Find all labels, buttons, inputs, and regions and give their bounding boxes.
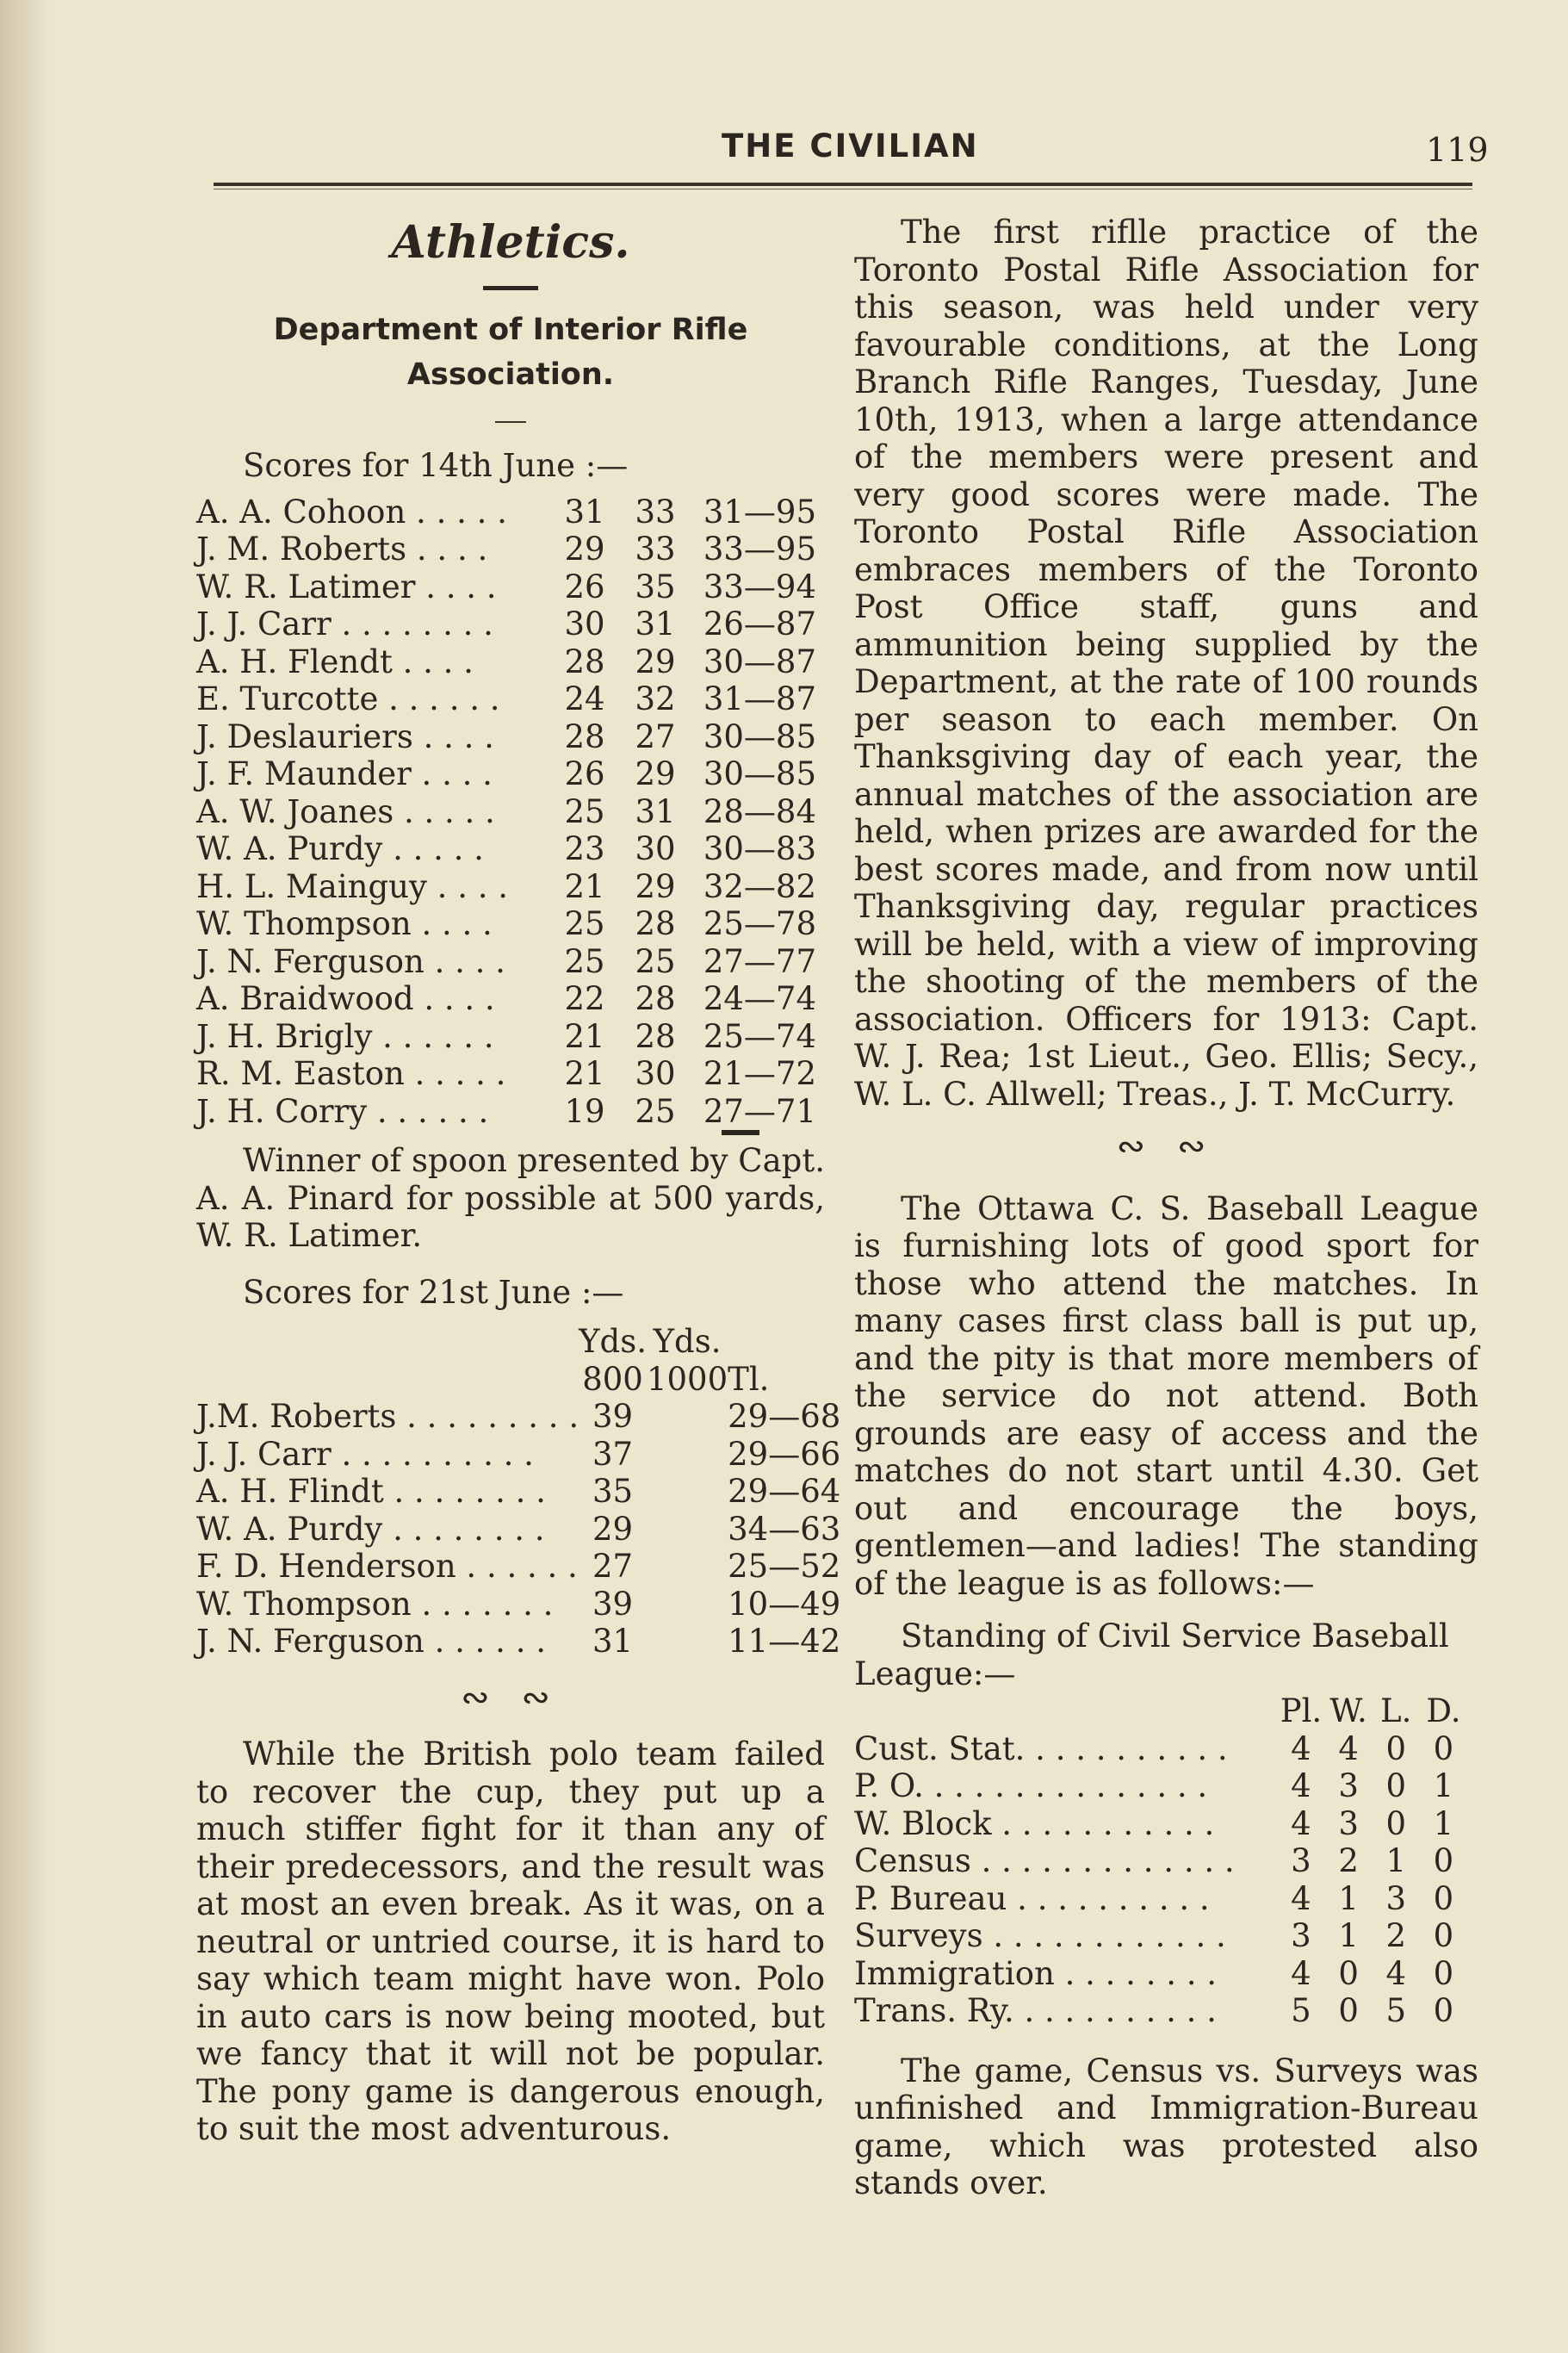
score-1: 29 xyxy=(564,531,605,568)
section-ornament: ∾ ∾ xyxy=(1116,1127,1217,1166)
score-2: 30 xyxy=(635,830,676,867)
shooter-name: A. Braidwood . . . . xyxy=(196,980,495,1017)
standing-intro: Standing of Civil Service Baseball League:— xyxy=(854,1617,1449,1692)
league-standing-table xyxy=(854,1692,1467,2030)
team-name: Trans. Ry. . . . . . . . . . . xyxy=(854,1992,1217,2029)
empty-cell xyxy=(647,1398,728,1436)
lost: 0 xyxy=(1385,1804,1406,1842)
table-row xyxy=(196,905,816,943)
score-1000-total: 11—42 xyxy=(728,1623,841,1660)
table-row xyxy=(196,943,816,981)
drawn: 0 xyxy=(1433,1992,1454,2029)
table-row xyxy=(196,1623,840,1661)
shooter-name: W. Thompson . . . . . . . xyxy=(196,1585,554,1623)
page-number: 119 xyxy=(1426,131,1489,169)
score-total: 26—87 xyxy=(703,605,816,643)
col-total: Tl. xyxy=(728,1360,770,1398)
lost: 1 xyxy=(1385,1842,1406,1879)
score-1: 21 xyxy=(564,1055,605,1092)
table-row xyxy=(196,1511,840,1549)
score-1: 22 xyxy=(564,980,605,1017)
lost: 0 xyxy=(1385,1729,1406,1767)
score-total: 30—85 xyxy=(703,717,816,755)
empty-cell xyxy=(647,1473,728,1511)
won: 3 xyxy=(1338,1767,1359,1804)
score-total: 30—83 xyxy=(703,830,816,867)
played: 4 xyxy=(1291,1954,1311,1992)
score-total: 25—74 xyxy=(703,1017,816,1055)
score-1: 26 xyxy=(564,568,605,605)
played: 5 xyxy=(1291,1992,1311,2029)
shooter-name: J. F. Maunder . . . . xyxy=(196,755,493,792)
team-name: Cust. Stat. . . . . . . . . . . xyxy=(854,1729,1228,1767)
shooter-name: A. A. Cohoon . . . . . xyxy=(196,493,507,531)
table-row xyxy=(854,1805,1467,1843)
shooter-name: W. A. Purdy . . . . . xyxy=(196,830,484,867)
col-drawn: D. xyxy=(1426,1692,1461,1729)
played: 4 xyxy=(1291,1729,1311,1767)
played: 4 xyxy=(1291,1879,1311,1917)
col-800: 800 xyxy=(582,1360,643,1398)
table-row xyxy=(196,605,816,643)
score-1000-total: 29—64 xyxy=(728,1473,841,1510)
shooter-name: R. M. Easton . . . . . xyxy=(196,1055,506,1092)
lost: 5 xyxy=(1385,1992,1406,2029)
played: 3 xyxy=(1291,1917,1311,1954)
score-total: 33—95 xyxy=(703,531,816,568)
score-1: 31 xyxy=(564,493,605,531)
header-rule xyxy=(214,183,1472,186)
score-1000-total: 25—52 xyxy=(728,1548,841,1585)
score-total: 25—78 xyxy=(703,905,816,942)
col-played: Pl. xyxy=(1280,1692,1323,1729)
score-2: 31 xyxy=(635,792,676,830)
section-title: Athletics. xyxy=(391,216,630,269)
shooter-name: A. H. Flendt . . . . xyxy=(196,643,474,680)
table-row xyxy=(854,1880,1467,1918)
shooter-name: W. Thompson . . . . xyxy=(196,905,493,942)
table-row xyxy=(196,1093,816,1131)
score-1: 30 xyxy=(564,605,605,643)
score-1: 25 xyxy=(564,905,605,942)
shooter-name: J. J. Carr . . . . . . . . xyxy=(196,605,493,643)
baseball-paragraph: The Ottawa C. S. Baseball League is furnishing lots of good sport for those who attend the matches. In many cases first class ball is put up, and the pity is that more members of the service do not attend. Both grounds are easy of access and the matches do not start until 4.30. Get out and encourage the boys, gentlemen—and ladies! The standing of the league is as follows:— xyxy=(854,1189,1478,1602)
score-2: 25 xyxy=(635,1092,676,1130)
table-row xyxy=(196,830,816,868)
score-2: 29 xyxy=(635,755,676,792)
score-total: 31—87 xyxy=(703,680,816,717)
table-row xyxy=(854,1955,1467,1993)
score-total: 30—87 xyxy=(703,643,816,680)
title-rule xyxy=(483,286,538,290)
score-1000-total: 29—68 xyxy=(728,1398,841,1435)
shooter-name: F. D. Henderson . . . . . . xyxy=(196,1548,578,1585)
team-name: Surveys . . . . . . . . . . . . xyxy=(854,1917,1226,1954)
won: 0 xyxy=(1338,1954,1359,1992)
shooter-name: J. H. Corry . . . . . . xyxy=(196,1092,489,1130)
table-row xyxy=(854,1767,1467,1805)
score-total: 28—84 xyxy=(703,792,816,830)
lost: 0 xyxy=(1385,1767,1406,1804)
article-subhead: Department of Interior Rifle Association. xyxy=(273,313,748,392)
score-1000-total: 29—66 xyxy=(728,1435,841,1473)
scores-table-14th-june xyxy=(196,494,816,1131)
empty-cell xyxy=(647,1548,728,1586)
shooter-name: E. Turcotte . . . . . . xyxy=(196,680,500,717)
drawn: 0 xyxy=(1433,1729,1454,1767)
won: 4 xyxy=(1338,1729,1359,1767)
table-row xyxy=(196,1398,840,1436)
team-name: Immigration . . . . . . . . xyxy=(854,1954,1218,1992)
score-2: 28 xyxy=(635,980,676,1017)
played: 4 xyxy=(1291,1804,1311,1842)
scores2-intro: Scores for 21st June :— xyxy=(243,1273,624,1311)
shooter-name: J. M. Roberts . . . . xyxy=(196,531,488,568)
team-name: P. O. . . . . . . . . . . . . . . xyxy=(854,1767,1208,1804)
score-2: 32 xyxy=(635,680,676,717)
table-row xyxy=(854,1842,1467,1880)
table-row xyxy=(196,1436,840,1474)
scores2-header-row-2 xyxy=(196,1361,840,1399)
score-1: 24 xyxy=(564,680,605,717)
left-column xyxy=(196,207,841,2148)
score-1: 28 xyxy=(564,717,605,755)
winner-paragraph: Winner of spoon presented by Capt. A. A. Pinard for possible at 500 yards, W. R. Latimer. xyxy=(196,1142,825,1254)
table-row xyxy=(196,568,816,606)
drawn: 0 xyxy=(1433,1842,1454,1879)
shooter-name: J. J. Carr . . . . . . . . . . xyxy=(196,1435,534,1473)
score-800: 29 xyxy=(592,1510,634,1548)
empty-cell xyxy=(647,1511,728,1549)
score-total: 30—85 xyxy=(703,755,816,792)
shooter-name: J.M. Roberts . . . . . . . . . xyxy=(196,1398,579,1435)
score-1: 21 xyxy=(564,1017,605,1055)
col-1000: 1000 xyxy=(646,1360,728,1398)
scores-table-21st-june xyxy=(196,1323,840,1661)
total-underline xyxy=(722,1130,759,1135)
drawn: 0 xyxy=(1433,1954,1454,1992)
score-2: 28 xyxy=(635,905,676,942)
table-row xyxy=(196,980,816,1018)
rifle-practice-paragraph: The first riflle practice of the Toronto Postal Rifle Association for this season, was held under very favourable conditions, at the Long Branch Rifle Ranges, Tuesday, June 10th, 1913, when a large attendance of the members were present and very good scores were made. The Toronto Postal Rifle Association embraces members of the Toronto Post Office staff, guns and ammunition being supplied by the Department, at the rate of 100 rounds per season to each member. On Thanksgiving day of each year, the annual matches of the association are held, when prizes are awarded for the best scores made, and from now until Thanksgiving day, regular practices will be held, with a view of improving the shooting of the members of the association. Officers for 1913: Capt. W. J. Rea; 1st Lieut., Geo. Ellis; Secy., W. L. C. Allwell; Treas., J. T. McCurry. xyxy=(854,214,1478,1113)
score-1: 19 xyxy=(564,1092,605,1130)
empty-cell xyxy=(647,1436,728,1474)
lost: 2 xyxy=(1385,1917,1406,1954)
team-name: P. Bureau . . . . . . . . . . xyxy=(854,1879,1210,1917)
table-row xyxy=(196,718,816,756)
drawn: 0 xyxy=(1433,1879,1454,1917)
table-row xyxy=(196,1473,840,1511)
score-2: 29 xyxy=(635,867,676,905)
won: 1 xyxy=(1338,1917,1359,1954)
team-name: Census . . . . . . . . . . . . . xyxy=(854,1842,1235,1879)
shooter-name: J. H. Brigly . . . . . . xyxy=(196,1017,494,1055)
table-row xyxy=(854,1917,1467,1955)
score-800: 27 xyxy=(592,1548,634,1585)
score-2: 29 xyxy=(635,643,676,680)
score-2: 35 xyxy=(635,568,676,605)
score-1: 28 xyxy=(564,643,605,680)
table-row xyxy=(196,1055,816,1093)
table-row xyxy=(854,1730,1467,1768)
score-2: 33 xyxy=(635,493,676,531)
running-header-title: THE CIVILIAN xyxy=(722,127,979,165)
table-row xyxy=(196,680,816,718)
shooter-name: W. A. Purdy . . . . . . . . xyxy=(196,1510,545,1548)
standing-header-row xyxy=(854,1692,1467,1730)
score-total: 32—82 xyxy=(703,867,816,905)
shooter-name: A. W. Joanes . . . . . xyxy=(196,792,495,830)
scores1-intro: Scores for 14th June :— xyxy=(243,447,629,484)
table-row xyxy=(196,643,816,681)
score-1: 25 xyxy=(564,942,605,980)
won: 1 xyxy=(1338,1879,1359,1917)
score-2: 33 xyxy=(635,531,676,568)
score-total: 24—74 xyxy=(703,980,816,1017)
table-row xyxy=(196,1018,816,1056)
played: 4 xyxy=(1291,1767,1311,1804)
col-won: W. xyxy=(1329,1692,1367,1729)
col-yds-800: Yds. xyxy=(579,1323,647,1361)
shooter-name: H. L. Mainguy . . . . xyxy=(196,867,508,905)
col-yds-1000: Yds. xyxy=(653,1323,722,1361)
score-800: 39 xyxy=(592,1398,634,1435)
scores2-header-row-1 xyxy=(196,1323,840,1361)
shooter-name: W. R. Latimer . . . . xyxy=(196,568,497,605)
section-ornament: ∾ ∾ xyxy=(461,1677,561,1717)
shooter-name: J. N. Ferguson . . . . . . xyxy=(196,1623,546,1660)
score-800: 39 xyxy=(592,1585,634,1623)
shooter-name: J. N. Ferguson . . . . xyxy=(196,942,505,980)
shooter-name: A. H. Flindt . . . . . . . . xyxy=(196,1473,546,1510)
score-1: 26 xyxy=(564,755,605,792)
score-2: 30 xyxy=(635,1055,676,1092)
score-800: 31 xyxy=(592,1623,634,1660)
team-name: W. Block . . . . . . . . . . . xyxy=(854,1804,1215,1842)
empty-cell xyxy=(647,1586,728,1624)
empty-cell xyxy=(647,1623,728,1661)
table-row xyxy=(196,1586,840,1624)
score-1: 25 xyxy=(564,792,605,830)
subhead-rule xyxy=(495,421,526,423)
score-total: 27—71 xyxy=(703,1092,816,1130)
score-2: 28 xyxy=(635,1017,676,1055)
score-2: 25 xyxy=(635,942,676,980)
drawn: 1 xyxy=(1433,1804,1454,1842)
score-total: 21—72 xyxy=(703,1055,816,1092)
score-800: 35 xyxy=(592,1473,634,1510)
score-2: 27 xyxy=(635,717,676,755)
shooter-name: J. Deslauriers . . . . xyxy=(196,717,494,755)
won: 2 xyxy=(1338,1842,1359,1879)
table-row xyxy=(196,755,816,793)
table-row xyxy=(196,793,816,831)
table-row xyxy=(854,1992,1467,2030)
col-lost: L. xyxy=(1380,1692,1412,1729)
score-1000-total: 34—63 xyxy=(728,1510,841,1548)
game-status-paragraph: The game, Census vs. Surveys was unfinished and Immigration-Bureau game, which was protested also stands over. xyxy=(854,2052,1478,2201)
table-row xyxy=(196,494,816,531)
score-2: 31 xyxy=(635,605,676,643)
polo-paragraph: While the British polo team failed to recover the cup, they put up a much stiffer fight for it than any of their predecessors, and the result was at most an even break. As it was, on a neutral or untried course, it is hard to say which team might have won. Polo in auto cars is now being mooted, but we fancy that it will not be popular. The pony game is dangerous enough, to suit the most adventurous. xyxy=(196,1735,825,2147)
score-1: 21 xyxy=(564,867,605,905)
played: 3 xyxy=(1291,1842,1311,1879)
table-row xyxy=(196,531,816,568)
won: 3 xyxy=(1338,1804,1359,1842)
score-total: 33—94 xyxy=(703,568,816,605)
lost: 4 xyxy=(1385,1954,1406,1992)
lost: 3 xyxy=(1385,1879,1406,1917)
drawn: 1 xyxy=(1433,1767,1454,1804)
table-row xyxy=(196,1548,840,1586)
score-total: 27—77 xyxy=(703,942,816,980)
right-column xyxy=(854,207,1478,2202)
score-1000-total: 10—49 xyxy=(728,1585,841,1623)
drawn: 0 xyxy=(1433,1917,1454,1954)
score-1: 23 xyxy=(564,830,605,867)
won: 0 xyxy=(1338,1992,1359,2029)
score-total: 31—95 xyxy=(703,493,816,531)
table-row xyxy=(196,868,816,906)
page-gutter-shadow xyxy=(0,0,52,2353)
score-800: 37 xyxy=(592,1435,634,1473)
